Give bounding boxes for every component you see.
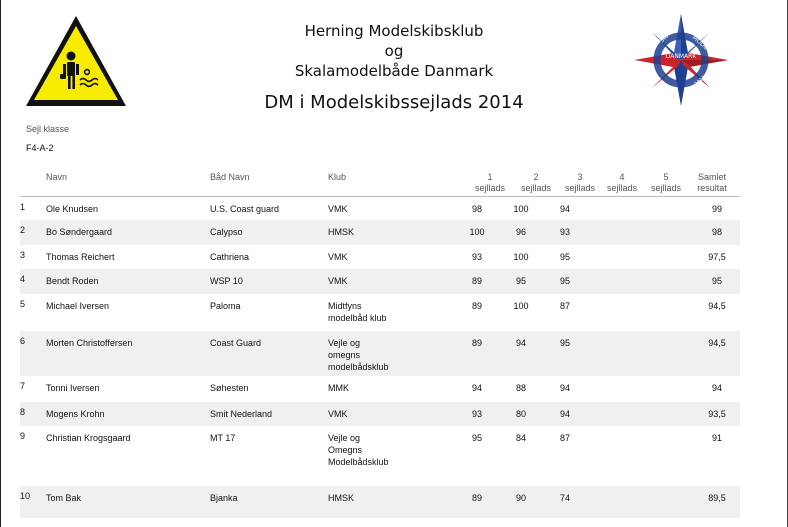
col-header-baad: Båd Navn <box>210 172 250 182</box>
race-2-score: 94 <box>515 338 526 348</box>
club-name-2: Skalamodelbåde Danmark <box>294 62 494 80</box>
club-line: modelbådsklub <box>328 362 389 372</box>
race-1-number: 1 <box>487 172 493 182</box>
rank-cell: 3 <box>20 250 26 260</box>
rank-cell: 7 <box>20 381 26 391</box>
race-2-score: 100 <box>513 204 529 214</box>
total-score: 94,5 <box>708 338 726 348</box>
race-2-label: sejllads <box>520 183 551 193</box>
svg-text:2013: 2013 <box>693 74 708 88</box>
club-line: VMK <box>328 409 348 419</box>
table-row <box>20 486 740 518</box>
race-3-score: 87 <box>559 433 570 443</box>
race-2-score: 96 <box>515 227 526 237</box>
total-score: 99 <box>711 204 722 214</box>
race-4-label: sejllads <box>606 183 637 193</box>
race-3-score: 74 <box>559 493 570 503</box>
club-line: HMSK <box>328 227 355 237</box>
race-2-score: 100 <box>513 252 529 262</box>
race-3-score: 95 <box>559 276 570 286</box>
table-row <box>20 426 740 486</box>
club-line: VMK <box>328 276 348 286</box>
boat-cell: Cathriena <box>210 252 250 262</box>
table-row <box>20 294 740 331</box>
boat-cell: MT 17 <box>210 433 236 443</box>
club-line: MMK <box>328 383 349 393</box>
col-header-race-2 <box>518 172 554 194</box>
table-row <box>20 376 740 402</box>
club-cell <box>328 251 348 263</box>
table-row <box>20 245 740 269</box>
race-2-score: 84 <box>515 433 526 443</box>
race-1-score: 89 <box>471 338 482 348</box>
name-cell: Tonni Iversen <box>46 383 100 393</box>
rank-cell: 2 <box>20 225 26 235</box>
race-5-label: sejllads <box>650 183 681 193</box>
col-header-total <box>690 172 734 194</box>
total-score: 94,5 <box>708 301 726 311</box>
name-cell: Thomas Reichert <box>46 252 115 262</box>
club-line: VMK <box>328 252 348 262</box>
club-cell <box>328 337 389 373</box>
race-3-score: 93 <box>559 227 570 237</box>
col-header-klub: Klub <box>328 172 347 182</box>
race-1-score: 89 <box>471 276 482 286</box>
boat-cell: WSP 10 <box>210 276 243 286</box>
name-cell: Ole Knudsen <box>46 204 99 214</box>
club-cell <box>328 492 354 504</box>
rank-cell: 10 <box>20 491 31 501</box>
race-1-score: 95 <box>471 433 482 443</box>
club-cell <box>328 203 348 215</box>
header-conjunction: og <box>384 42 404 60</box>
race-3-number: 3 <box>577 172 583 182</box>
boat-cell: Smit Nederland <box>210 409 273 419</box>
race-3-score: 95 <box>559 338 570 348</box>
race-2-score: 88 <box>515 383 526 393</box>
club-cell <box>328 226 354 238</box>
boat-cell: Coast Guard <box>210 338 262 348</box>
total-score: 89,5 <box>708 493 726 503</box>
club-name-1: Herning Modelskibsklub <box>304 22 484 40</box>
class-label: Sejl klasse <box>26 124 70 134</box>
svg-text:1983: 1983 <box>656 78 671 92</box>
race-5-number: 5 <box>663 172 669 182</box>
total-score: 98 <box>711 227 722 237</box>
svg-text:SKALA: SKALA <box>658 25 678 45</box>
club-cell <box>328 382 349 394</box>
boat-cell: U.S. Coast guard <box>210 204 280 214</box>
club-cell <box>328 408 348 420</box>
name-cell: Mogens Krohn <box>46 409 105 419</box>
name-cell: Tom Bak <box>46 493 82 503</box>
club-line: Midtfyns <box>328 301 362 311</box>
total-label-2: resultat <box>697 183 727 193</box>
club-line: omegns <box>328 350 361 360</box>
club-line: HMSK <box>328 493 355 503</box>
club-cell <box>328 432 389 468</box>
race-3-label: sejllads <box>564 183 595 193</box>
total-score: 93,5 <box>708 409 726 419</box>
race-1-label: sejllads <box>474 183 505 193</box>
rank-cell: 9 <box>20 431 26 441</box>
race-2-score: 80 <box>515 409 526 419</box>
table-row <box>20 197 740 220</box>
rank-cell: 5 <box>20 299 26 309</box>
svg-text:MODEL: MODEL <box>690 34 712 54</box>
col-header-race-4 <box>604 172 640 194</box>
svg-text:DANMARK: DANMARK <box>665 53 697 60</box>
page-title: DM i Modelskibssejlads 2014 <box>264 92 524 113</box>
race-3-score: 95 <box>559 252 570 262</box>
race-2-score: 90 <box>515 493 526 503</box>
rank-cell: 1 <box>20 202 26 212</box>
club-cell <box>328 275 348 287</box>
race-4-number: 4 <box>619 172 625 182</box>
race-1-score: 93 <box>471 252 482 262</box>
col-header-navn: Navn <box>46 172 68 182</box>
total-score: 95 <box>711 276 722 286</box>
club-line: Vejle og <box>328 433 361 443</box>
club-line: Modelbådsklub <box>328 457 389 467</box>
table-row <box>20 269 740 294</box>
table-row <box>20 402 740 426</box>
race-1-score: 98 <box>471 204 482 214</box>
total-score: 91 <box>711 433 722 443</box>
boat-cell: Paloma <box>210 301 241 311</box>
class-value: F4-A-2 <box>26 143 54 153</box>
table-row <box>20 331 740 376</box>
race-2-score: 100 <box>513 301 529 311</box>
rank-cell: 6 <box>20 336 26 346</box>
name-cell: Bo Søndergaard <box>46 227 113 237</box>
table-row <box>20 220 740 245</box>
club-line: modelbåd klub <box>328 313 387 323</box>
rank-cell: 4 <box>20 274 26 284</box>
race-2-score: 95 <box>515 276 526 286</box>
race-2-number: 2 <box>533 172 539 182</box>
name-cell: Michael Iversen <box>46 301 110 311</box>
name-cell: Bendt Roden <box>46 276 99 286</box>
race-1-score: 93 <box>471 409 482 419</box>
race-1-score: 100 <box>469 227 485 237</box>
rank-cell: 8 <box>20 407 26 417</box>
race-1-score: 89 <box>471 493 482 503</box>
club-line: VMK <box>328 204 348 214</box>
club-line: Vejle og <box>328 338 361 348</box>
race-1-score: 94 <box>471 383 482 393</box>
race-3-score: 94 <box>559 204 570 214</box>
col-header-race-3 <box>562 172 598 194</box>
race-3-score: 87 <box>559 301 570 311</box>
name-cell: Christian Krogsgaard <box>46 433 131 443</box>
col-header-race-1 <box>472 172 508 194</box>
club-cell <box>328 300 387 324</box>
race-1-score: 89 <box>471 301 482 311</box>
race-3-score: 94 <box>559 409 570 419</box>
club-line: Omegns <box>328 445 363 455</box>
total-label-1: Samlet <box>697 172 726 182</box>
col-header-race-5 <box>648 172 684 194</box>
race-3-score: 94 <box>559 383 570 393</box>
total-score: 94 <box>711 383 722 393</box>
boat-cell: Bjanka <box>210 493 238 503</box>
name-cell: Morten Christoffersen <box>46 338 133 348</box>
boat-cell: Calypso <box>210 227 243 237</box>
total-score: 97,5 <box>708 252 726 262</box>
boat-cell: Søhesten <box>210 383 249 393</box>
